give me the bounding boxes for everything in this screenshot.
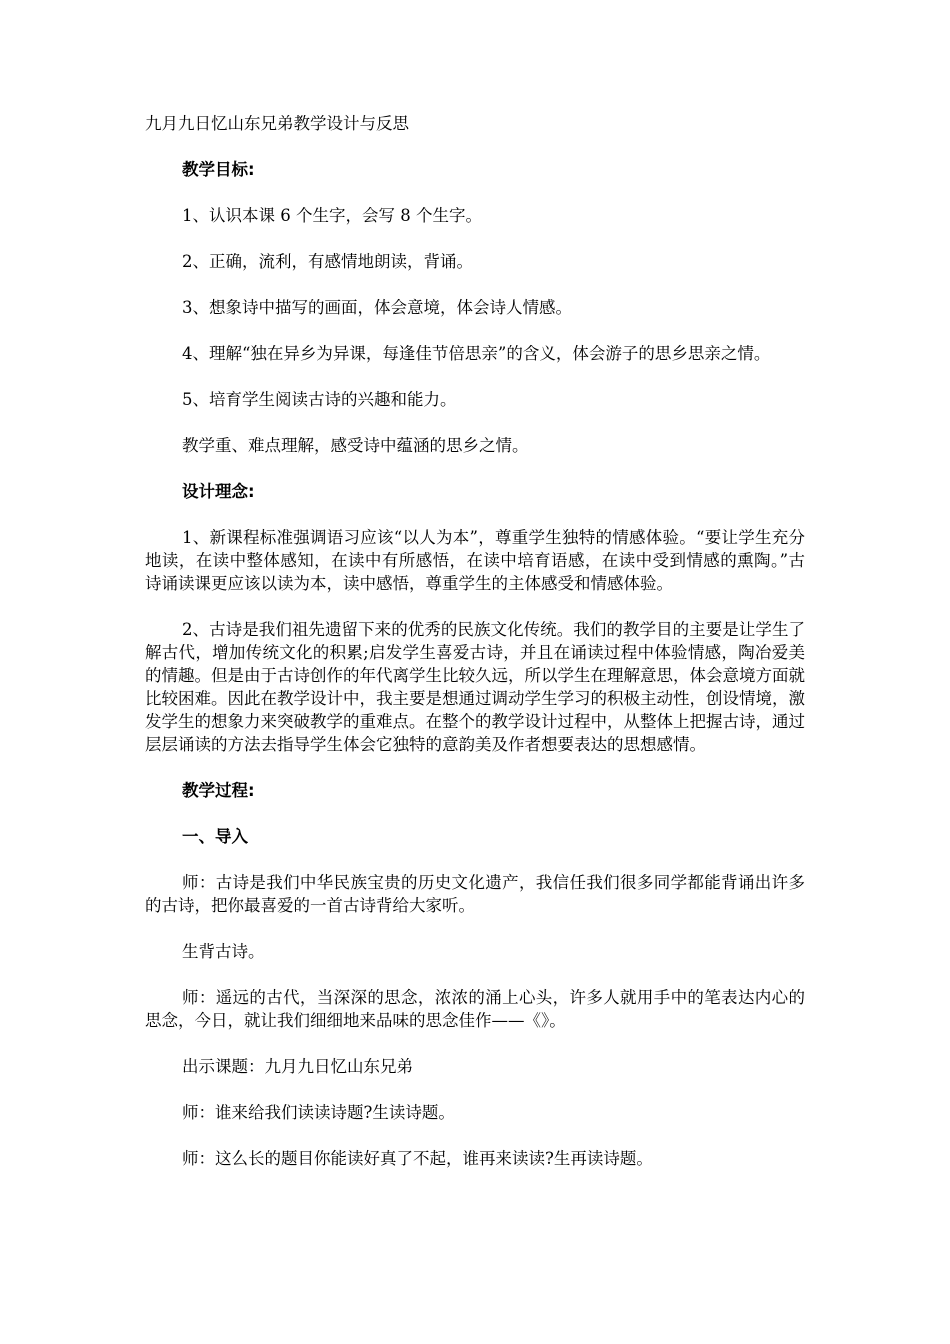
heading-design-concept: 设计理念: bbox=[182, 482, 255, 501]
process-paragraph-4: 出示课题：九月九日忆山东兄弟 bbox=[182, 1057, 413, 1076]
process-paragraph-5: 师：谁来给我们读读诗题?生读诗题。 bbox=[182, 1103, 455, 1122]
document-title: 九月九日忆山东兄弟教学设计与反思 bbox=[145, 114, 409, 133]
heading-introduction: 一、导入 bbox=[182, 827, 248, 846]
document-body bbox=[145, 112, 805, 1193]
process-paragraph-2: 生背古诗。 bbox=[182, 942, 265, 961]
process-paragraph-3: 师：遥远的古代，当深深的思念，浓浓的涌上心头，许多人就用手中的笔表达内心的思念，今日，就让我们细细地来品味的思念佳作——《》。 bbox=[145, 988, 805, 1030]
goal-item-1: 1、认识本课 6 个生字，会写 8 个生字。 bbox=[182, 206, 482, 225]
concept-paragraph-2: 2、古诗是我们祖先遗留下来的优秀的民族文化传统。我们的教学目的主要是让学生了解古代，增加传统文化的积累;启发学生喜爱古诗，并且在诵读过程中体验情感，陶冶爱美的情趣。但是由于古诗创作的年代离学生比较久远，所以学生在理解意思，体会意境方面就比较困难。因此在教学设计中，我主要是想通过调动学生学习的积极主动性，创设情境，激发学生的想象力来突破教学的重难点。在整个的教学设计过程中，从整体上把握古诗，通过层层诵读的方法去指导学生体会它独特的意韵美及作者想要表达的思想感情。 bbox=[145, 620, 805, 754]
concept-paragraph-1: 1、新课程标准强调语习应该“以人为本”，尊重学生独特的情感体验。“要让学生充分地读，在读中整体感知，在读中有所感悟，在读中培育语感，在读中受到情感的熏陶。”古诗诵读课更应该以读为本，读中感悟，尊重学生的主体感受和情感体验。 bbox=[145, 528, 805, 593]
key-points-paragraph: 教学重、难点理解，感受诗中蕴涵的思乡之情。 bbox=[182, 436, 529, 455]
heading-teaching-process: 教学过程: bbox=[182, 781, 255, 800]
goal-item-2: 2、正确，流利，有感情地朗读，背诵。 bbox=[182, 252, 473, 271]
process-paragraph-6: 师：这么长的题目你能读好真了不起，谁再来读读?生再读诗题。 bbox=[182, 1149, 653, 1168]
goal-item-5: 5、培育学生阅读古诗的兴趣和能力。 bbox=[182, 390, 457, 409]
goal-item-3: 3、想象诗中描写的画面，体会意境，体会诗人情感。 bbox=[182, 298, 572, 317]
heading-teaching-goals: 教学目标: bbox=[182, 160, 255, 179]
goal-item-4: 4、理解“独在异乡为异课，每逢佳节倍思亲”的含义，体会游子的思乡思亲之情。 bbox=[182, 344, 771, 363]
process-paragraph-1: 师：古诗是我们中华民族宝贵的历史文化遗产，我信任我们很多同学都能背诵出许多的古诗，把你最喜爱的一首古诗背给大家听。 bbox=[145, 873, 805, 915]
